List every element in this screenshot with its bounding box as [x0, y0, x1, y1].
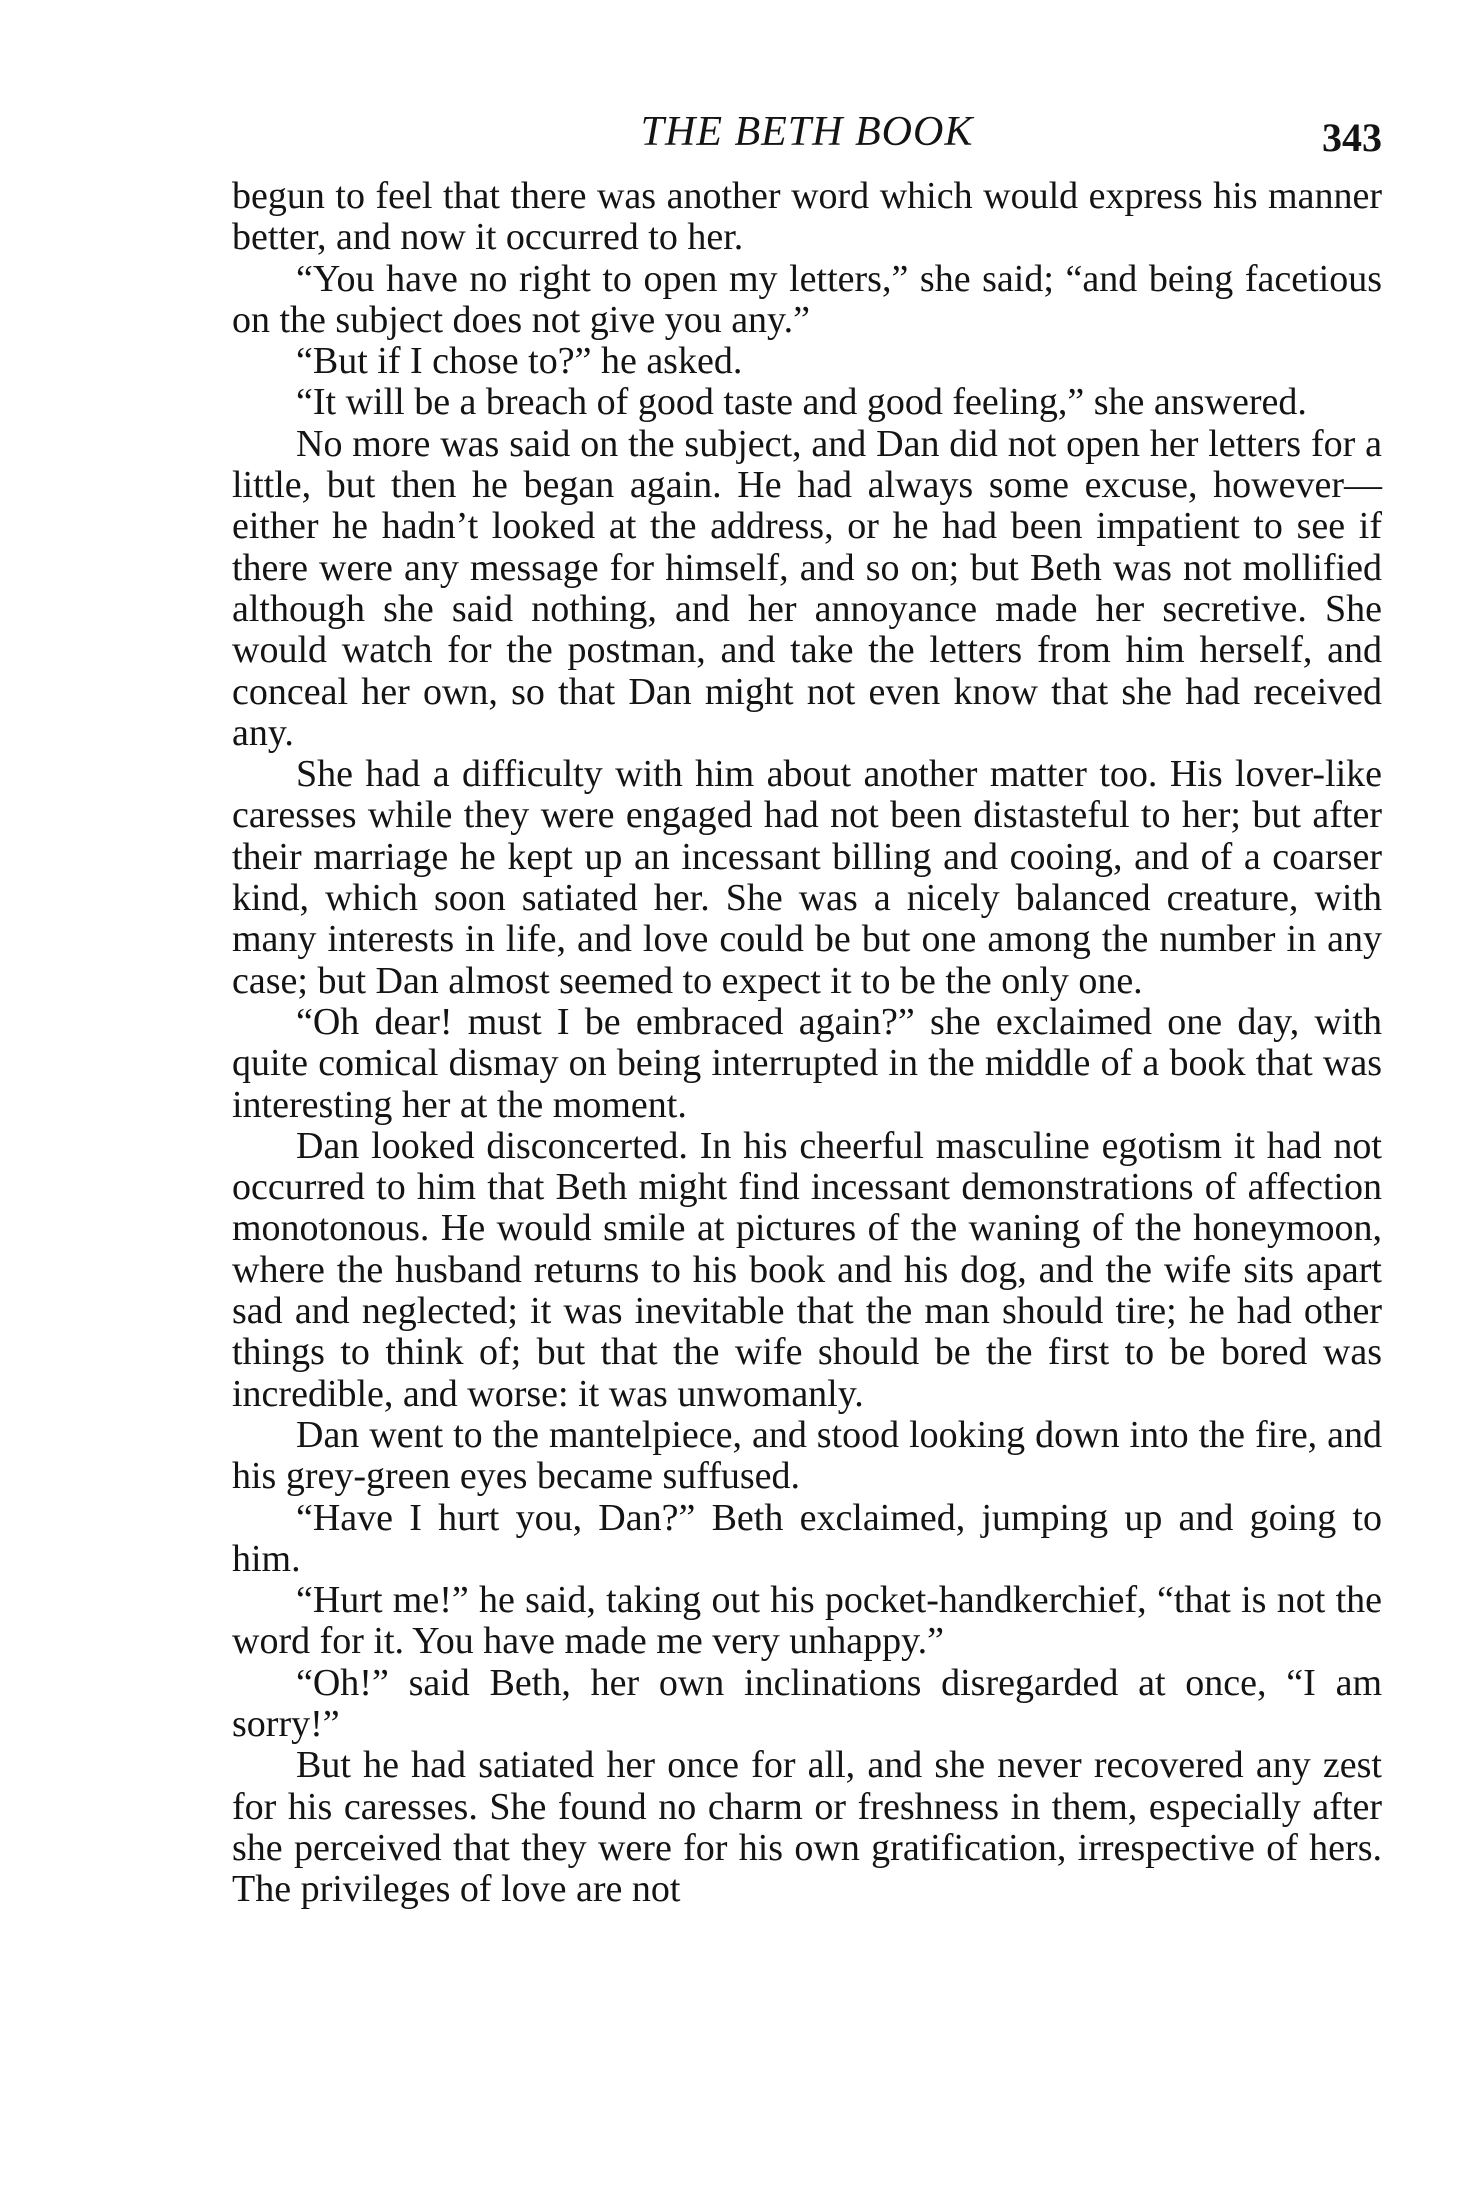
paragraph: Dan looked disconcerted. In his cheerful masculine egotism it had not occurred to him that Beth might find incessant demonstrations of affection monotonous. He would smile at pictures of the waning of the honeymoon, where the husband returns to his book and his dog, and the wife sits apart sad and neglected; it was inevitable that the man should tire; he had other things to think of; but that the wife should be the first to be bored was incredible, and worse: it was unwomanly.: [232, 1124, 1382, 1415]
paragraph-dialogue: “But if I chose to?” he asked.: [296, 340, 743, 383]
paragraph: But he had satiated her once for all, and she never recovered any zest for his caresses. She found no charm or freshness in them, especially after she perceived that they were for his own gratification, irrespective of hers. The privileges of love are not: [232, 1744, 1382, 1911]
paragraph-continuation: begun to feel that there was another word which would express his manner better, and now it occurred to her.: [232, 175, 1382, 259]
paragraph: No more was said on the subject, and Dan did not open her letters for a little, but then he began again. He had always some excuse, however—either he hadn’t looked at the address, or he had been impatient to see if there were any message for himself, and so on; but Beth was not mollified although she said nothing, and her annoyance made her secretive. She would watch for the postman, and take the letters from him herself, and conceal her own, so that Dan might not even know that she had received any.: [232, 422, 1382, 754]
paragraph-dialogue: “Oh!” said Beth, her own inclinations disregarded at once, “I am sorry!”: [232, 1661, 1382, 1745]
page-number: 343: [1322, 115, 1382, 160]
paragraph-dialogue: “It will be a breach of good taste and good feeling,” she answered.: [296, 381, 1307, 424]
paragraph: Dan went to the mantelpiece, and stood looking down into the fire, and his grey-green eyes became suffused.: [232, 1413, 1382, 1498]
running-title: THE BETH BOOK: [640, 109, 974, 155]
body-text: [232, 176, 1382, 1910]
paragraph-dialogue: “Hurt me!” he said, taking out his pocket-handkerchief, “that is not the word for it. You have made me very unhappy.”: [232, 1579, 1382, 1663]
paragraph-dialogue: “Oh dear! must I be embraced again?” she exclaimed one day, with quite comical dismay on being interrupted in the middle of a book that was interesting her at the moment.: [232, 1000, 1382, 1126]
paragraph-dialogue: “Have I hurt you, Dan?” Beth exclaimed, jumping up and going to him.: [232, 1496, 1382, 1580]
paragraph-dialogue: “You have no right to open my letters,” she said; “and being facetious on the subject does not give you any.”: [232, 257, 1382, 341]
running-head: [232, 100, 1382, 164]
paragraph: She had a difficulty with him about another matter too. His lover-like caresses while they were engaged had not been distasteful to her; but after their marriage he kept up an incessant billing and cooing, and of a coarser kind, which soon satiated her. She was a nicely balanced creature, with many interests in life, and love could be but one among the number in any case; but Dan almost seemed to expect it to be the only one.: [232, 753, 1382, 1002]
